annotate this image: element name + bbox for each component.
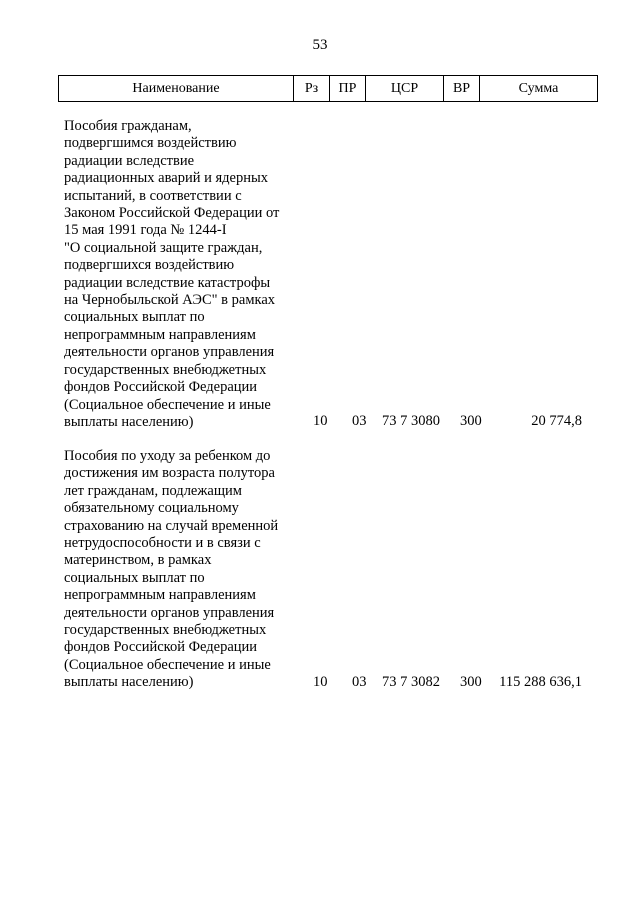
header-name: Наименование [59, 76, 294, 101]
row-name: Пособия по уходу за ребенком до достижения им возраста полутора лет гражданам, подлежащим обязательному социальному страхованию на случай временной нетрудоспособности и в связи с материнством, в рамках социальных выплат по непрограммным направлениям деятельности органов управления государственных внебюджетных фондов Российской Федерации (Социальное обеспечение и иные выплаты населению) [64, 448, 279, 691]
row-csr: 73 7 3082 [382, 674, 440, 690]
row-rz: 10 [313, 674, 328, 690]
row-vr: 300 [460, 674, 482, 690]
row-csr: 73 7 3080 [382, 413, 440, 429]
header-vr: ВР [444, 76, 480, 101]
header-csr: ЦСР [366, 76, 444, 101]
row-vr: 300 [460, 413, 482, 429]
row-pr: 03 [352, 674, 367, 690]
header-rz: Рз [294, 76, 330, 101]
page-number: 53 [312, 37, 328, 53]
header-pr: ПР [330, 76, 366, 101]
row-sum: 115 288 636,1 [499, 674, 582, 690]
row-name: Пособия гражданам, подвергшимся воздействию радиации вследствие радиационных аварий и ядерных испытаний, в соответствии с Законом Российской Федерации от 15 мая 1991 года № 1244-I "О социальной защите граждан, подвергшихся воздействию радиации вследствие катастрофы на Чернобыльской АЭС" в рамках социальных выплат по непрограммным направлениям деятельности органов управления государственных внебюджетных фондов Российской Федерации (Социальное обеспечение и иные выплаты населению) [64, 118, 280, 430]
table-header [58, 75, 598, 102]
header-sum: Сумма [518, 80, 559, 96]
row-pr: 03 [352, 413, 367, 429]
row-rz: 10 [313, 413, 328, 429]
row-sum: 20 774,8 [531, 413, 582, 429]
